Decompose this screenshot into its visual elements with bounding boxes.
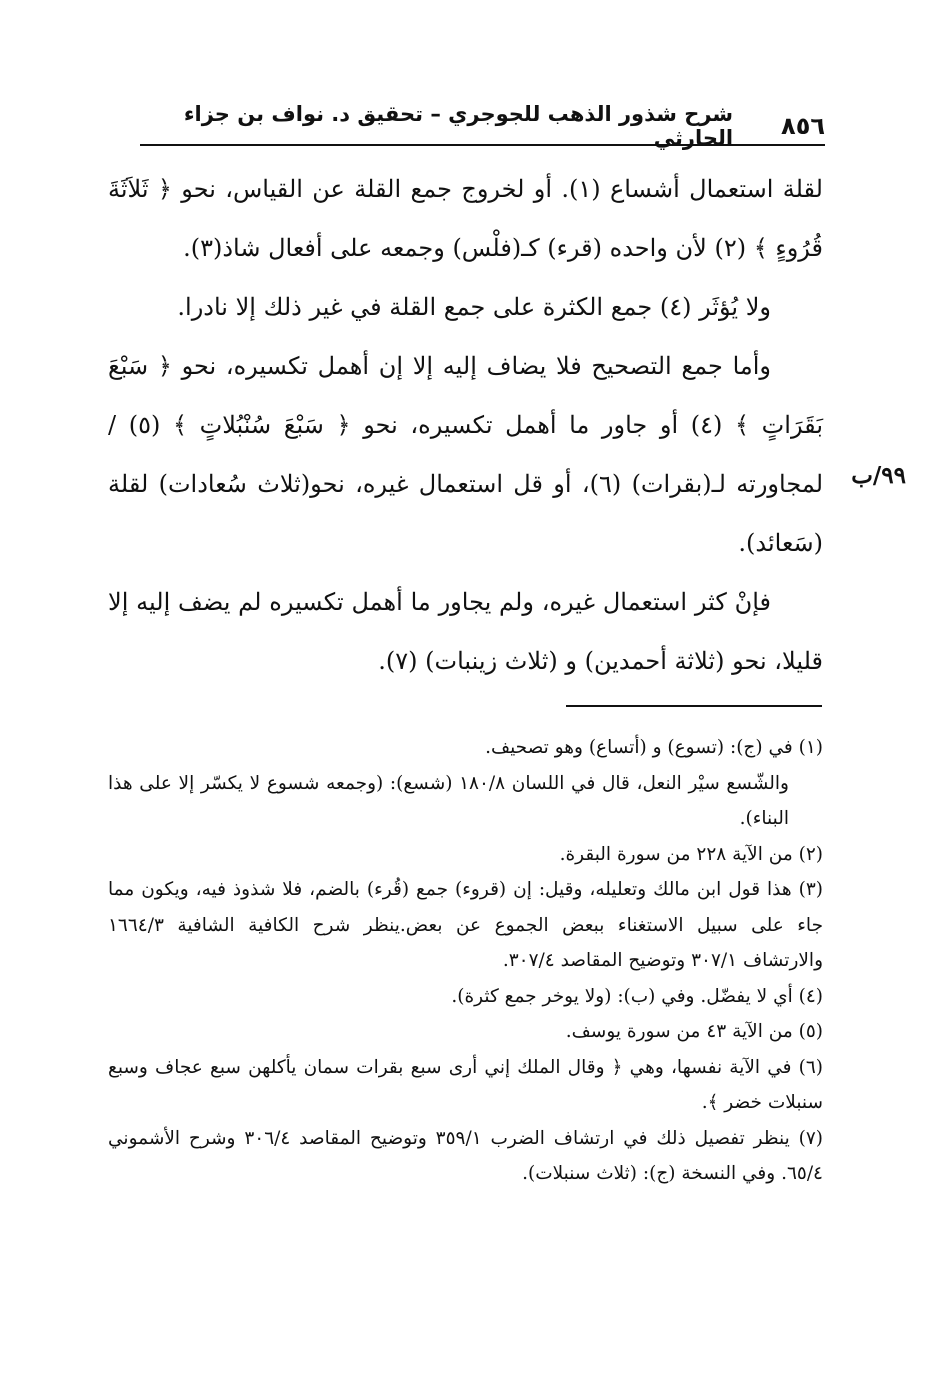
footnote: (٤) أي لا يفضّل. وفي (ب): (ولا يوخر جمع كثرة). xyxy=(451,985,823,1007)
page-number: ٨٥٦ xyxy=(781,112,825,140)
footnote: (٥) من الآية ٤٣ من سورة يوسف. xyxy=(565,1021,823,1042)
page-header xyxy=(140,102,825,150)
footnote: (١) في (ج): (تسوع) و (أتساع) وهو تصحيف. xyxy=(485,737,823,758)
body-text xyxy=(108,160,823,691)
footnote: (٢) من الآية ٢٢٨ من سورة البقرة. xyxy=(559,843,823,865)
body-paragraph: ولا يُؤثَر (٤) جمع الكثرة على جمع القلة في غير ذلك إلا نادرا. xyxy=(177,293,771,321)
body-paragraph: لقلة استعمال أشساع (١). أو لخروج جمع القلة عن القياس، نحو ﴿ ثَلاَثَةَ قُرُوءٍ ﴾ (٢) لأن واحده (قرء) كـ(فلْس) وجمعه على أفعال شاذ(٣). xyxy=(108,175,823,262)
footnote: (٣) هذا قول ابن مالك وتعليله، وقيل: إن (قروء) جمع (قُرء) بالضم، فلا شذوذ فيه، ويكون مما جاء على سبيل الاستغناء ببعض الجموع عن بعض.ينظر شرح الكافية الشافية ١٦٦٤/٣ والارتشاف ٣٠٧/١ وتوضيح المقاصد ٣٠٧/٤. xyxy=(108,879,823,971)
footnote: (٦) في الآية نفسها، وهي ﴿ وقال الملك إني أرى سبع بقرات سمان يأكلهن سبع عجاف وسبع سنبلات خضر ﴾. xyxy=(108,1056,823,1113)
footnotes xyxy=(108,730,823,1192)
footnote-continuation: والشّسع سيْر النعل، قال في اللسان ١٨٠/٨ (شسع): (وجمعه شسوع لا يكسّر إلا على هذا البناء). xyxy=(108,772,789,829)
body-paragraph: وأما جمع التصحيح فلا يضاف إليه إلا إن أهمل تكسيره، نحو ﴿ سَبْعَ بَقَرَاتٍ ﴾ (٤) أو جاور ما أهمل تكسيره، نحو ﴿ سَبْعَ سُنْبُلاتٍ ﴾ (٥) /لمجاورته لـ(بقرات) (٦)، أو قل استعمال غيره، نحو(ثلاث سُعادات) لقلة (سَعائد). xyxy=(108,352,824,557)
footnote: (٧) ينظر تفصيل ذلك في ارتشاف الضرب ٣٥٩/١ وتوضيح المقاصد ٣٠٦/٤ وشرح الأشموني ٦٥/٤. وفي النسخة (ج): (ثلاث سنبلات). xyxy=(108,1127,824,1184)
footnote-separator xyxy=(566,705,822,707)
body-paragraph: فإنْ كثر استعمال غيره، ولم يجاور ما أهمل تكسيره لم يضف إليه إلا قليلا، نحو (ثلاثة أحمدين) و (ثلاث زينبات) (٧). xyxy=(108,588,823,675)
running-title: شرح شذور الذهب للجوجري – تحقيق د. نواف بن جزاء الحارثي xyxy=(183,102,734,150)
manuscript-folio-note: ٩٩/ب xyxy=(851,462,906,489)
